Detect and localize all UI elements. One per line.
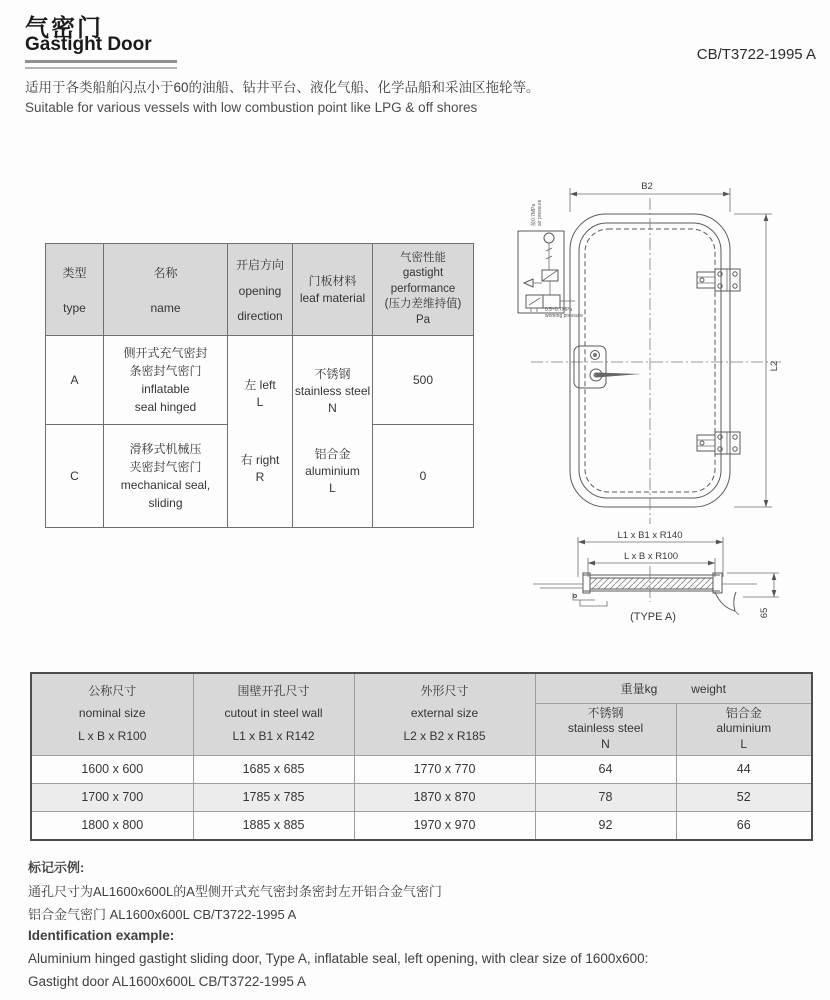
- table-row: [31, 783, 812, 811]
- size-header-weight: [535, 673, 812, 703]
- external-zh: 外形尺寸: [420, 683, 469, 698]
- spec-header-direction: [228, 244, 293, 336]
- nominal-zh: 公称尺寸: [88, 683, 137, 698]
- section-hinge-arm: [715, 592, 736, 611]
- name-a-cell: [104, 336, 228, 425]
- example-label-en: Identification example:: [28, 928, 175, 943]
- cell-nominal: 1600 x 600: [31, 755, 193, 783]
- nominal-en: nominal size: [78, 706, 146, 721]
- size-header-external: [354, 673, 535, 755]
- material-cell: [293, 336, 373, 528]
- technical-drawing: [495, 170, 825, 650]
- spec-header-material: [293, 244, 373, 336]
- spec-header-name: [104, 244, 228, 336]
- size-header-row1: [31, 673, 812, 703]
- name-a-line1: 侧开式充气密封: [123, 346, 208, 360]
- header-performance-zh: 气密性能: [400, 251, 446, 264]
- name-a-line2: 条密封气密门: [129, 364, 202, 378]
- name-c-line2: 夹密封气密门: [129, 460, 202, 474]
- example-line1-zh: 通孔尺寸为AL1600x600L的A型侧开式充气密封条密封左开铝合金气密门: [28, 884, 442, 899]
- name-c-line1: 滑移式机械压: [129, 442, 202, 456]
- door-front-view: [518, 181, 781, 524]
- header-performance-note: (压力差维持值): [384, 298, 462, 311]
- name-c-cell: [104, 425, 228, 528]
- dimension-l2-label: L2: [769, 360, 780, 372]
- cell-cutout: 1685 x 685: [193, 755, 354, 783]
- spec-header-type: [46, 244, 104, 336]
- material-steel: 不锈钢 stainless steel N: [294, 367, 371, 415]
- header-name-en: name: [150, 300, 181, 315]
- description-en: Suitable for various vessels with low combustion point like LPG & off shores: [25, 100, 478, 115]
- type-c-cell: C: [46, 425, 104, 528]
- size-header-nominal: [31, 673, 193, 755]
- example-label-zh: 标记示例:: [28, 860, 85, 875]
- cell-alu-weight: 44: [676, 755, 812, 783]
- performance-c-cell: 0: [373, 425, 474, 528]
- working-pressure-note-1: 0.5~0.7MPa: [545, 307, 573, 313]
- page-title-en: Gastight Door: [25, 34, 152, 55]
- header-material-zh: 门板材料: [308, 273, 357, 288]
- name-c-line4: sliding: [148, 496, 183, 510]
- air-pressure-note-en: air pressure: [537, 199, 543, 226]
- pneumatic-schematic: [518, 199, 583, 319]
- example-line2-en: Gastight door AL1600x600L CB/T3722-1995 A: [28, 974, 306, 989]
- working-pressure-note-2: working pressure: [545, 313, 584, 319]
- example-line1-en: Aluminium hinged gastight sliding door, Type A, inflatable seal, left opening, with clear size of 1600x600:: [28, 951, 649, 966]
- spec-row-a: [46, 336, 474, 425]
- cutout-zh: 围壁开孔尺寸: [237, 683, 310, 698]
- example-line2-zh: 铝合金气密门 AL1600x600L CB/T3722-1995 A: [28, 907, 297, 922]
- air-pressure-note-zh: 接0.7MPa: [531, 203, 537, 226]
- direction-cell: [228, 336, 293, 528]
- cell-external: 1870 x 870: [354, 783, 535, 811]
- cell-steel-weight: 64: [535, 755, 676, 783]
- name-a-line3: inflatable: [141, 382, 190, 396]
- header-performance-unit: Pa: [415, 313, 431, 326]
- spec-header-performance: [373, 244, 474, 336]
- weight-en: weight: [691, 681, 726, 696]
- header-performance-en2: performance: [390, 282, 456, 295]
- dimension-b2-label: B2: [641, 181, 653, 192]
- cell-external: 1970 x 970: [354, 811, 535, 840]
- spec-header-row: [46, 244, 474, 336]
- section-view: [533, 530, 779, 623]
- size-header-aluminium: 铝合金 aluminium L: [676, 703, 812, 755]
- performance-a-cell: 500: [373, 336, 474, 425]
- cell-steel-weight: 92: [535, 811, 676, 840]
- header-performance-en1: gastight: [402, 267, 444, 280]
- standard-number: CB/T3722-1995 A: [696, 46, 816, 63]
- material-aluminium: 铝合金 aluminium L: [305, 447, 360, 495]
- page-title-zh: 气密门: [25, 15, 103, 42]
- name-c-line3: mechanical seal,: [120, 478, 211, 492]
- hinge-top-icon: [697, 269, 740, 291]
- cell-nominal: 1700 x 700: [31, 783, 193, 811]
- cutout-dim: L1 x B1 x R142: [232, 729, 315, 744]
- type-a-label: (TYPE A): [630, 611, 676, 623]
- direction-right: 右 right R: [240, 452, 280, 484]
- dimension-clear-label: L x B x R100: [623, 551, 679, 562]
- header-type-zh: 类型: [62, 266, 87, 281]
- header-direction-zh: 开启方向: [235, 257, 284, 272]
- header-direction-en1: opening: [238, 284, 282, 298]
- table-row: [31, 811, 812, 840]
- external-dim: L2 x B2 x R185: [403, 729, 486, 744]
- header-type-en: type: [63, 300, 86, 315]
- cell-alu-weight: 66: [676, 811, 812, 840]
- external-en: external size: [410, 706, 479, 721]
- size-table: [30, 672, 813, 841]
- description-zh: 适用于各类船舶闪点小于60的油船、钻井平台、液化气船、化学品船和采油区拖轮等。: [25, 80, 540, 95]
- handle-icon: [574, 346, 641, 388]
- weight-zh: 重量kg: [620, 681, 658, 696]
- cell-cutout: 1785 x 785: [193, 783, 354, 811]
- header-name-zh: 名称: [153, 266, 178, 281]
- section-handle-bracket: [573, 593, 607, 606]
- hinge-bottom-icon: [697, 432, 740, 454]
- name-a-line4: seal hinged: [134, 400, 197, 414]
- header-material-en: leaf material: [299, 290, 366, 305]
- cell-steel-weight: 78: [535, 783, 676, 811]
- type-a-cell: A: [46, 336, 104, 425]
- cell-nominal: 1800 x 800: [31, 811, 193, 840]
- dimension-cutout-label: L1 x B1 x R140: [617, 530, 683, 541]
- nominal-dim: L x B x R100: [78, 729, 147, 744]
- direction-left: 左 left L: [244, 378, 276, 410]
- header-direction-en2: direction: [237, 309, 283, 324]
- cutout-en: cutout in steel wall: [224, 706, 323, 721]
- cell-alu-weight: 52: [676, 783, 812, 811]
- size-header-steel: 不锈钢 stainless steel N: [535, 703, 676, 755]
- size-header-cutout: [193, 673, 354, 755]
- cell-external: 1770 x 770: [354, 755, 535, 783]
- table-row: [31, 755, 812, 783]
- dimension-thickness-label: 65: [759, 607, 770, 619]
- cell-cutout: 1885 x 885: [193, 811, 354, 840]
- title-underline: [25, 60, 177, 69]
- spec-table: [45, 243, 474, 528]
